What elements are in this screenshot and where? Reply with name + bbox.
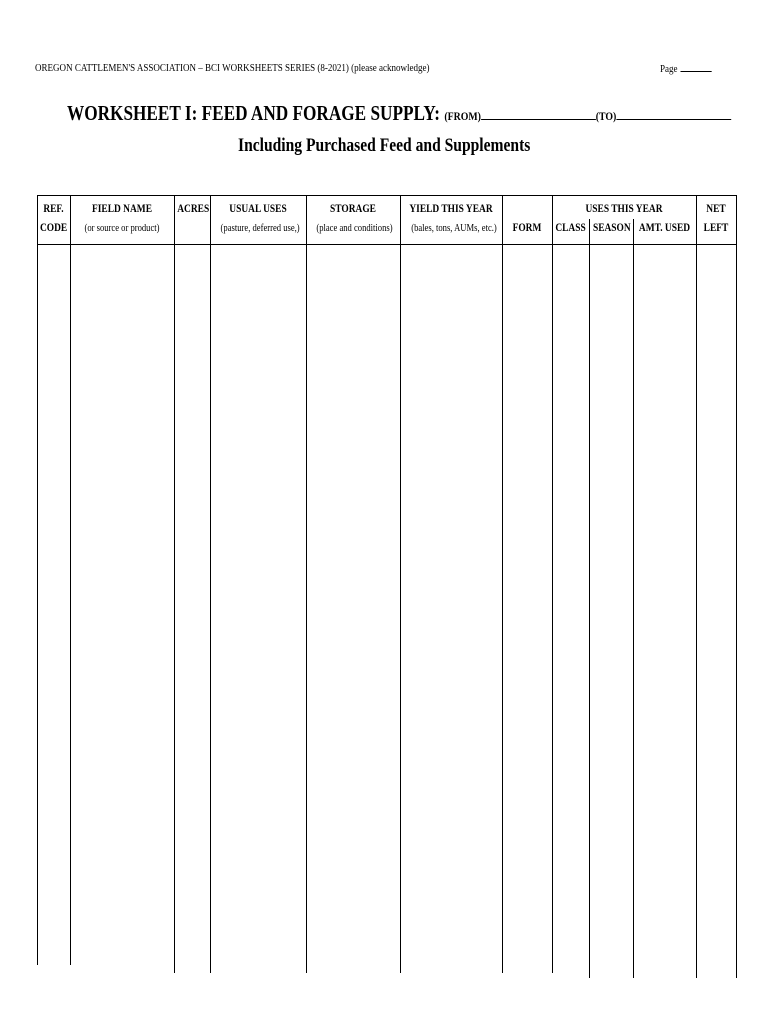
column-divider <box>502 195 503 973</box>
column-divider <box>696 195 697 978</box>
col-header-field-name <box>70 200 174 238</box>
table-top-border <box>37 195 736 196</box>
from-blank-line[interactable] <box>481 101 596 120</box>
to-label: (TO) <box>595 109 617 123</box>
storage-note: (place and conditions) <box>316 222 393 234</box>
col-header-usual-uses <box>210 200 306 238</box>
uses-this-year-label: USES THIS YEAR <box>585 203 663 215</box>
col-header-uses-this-year <box>552 200 696 219</box>
title-main: WORKSHEET I: FEED AND FORAGE SUPPLY: <box>67 101 441 125</box>
col-header-class: CLASS <box>555 222 586 234</box>
column-divider <box>306 195 307 973</box>
column-divider <box>552 195 553 973</box>
worksheet-subtitle: Including Purchased Feed and Supplements <box>238 135 531 156</box>
yield-label: YIELD THIS YEAR <box>409 203 493 215</box>
worksheet-title <box>67 101 731 126</box>
usual-uses-label: USUAL USES <box>229 203 287 215</box>
column-divider <box>70 195 71 965</box>
column-divider <box>210 195 211 973</box>
acres-label: ACRES <box>177 203 210 215</box>
ref-label: REF. <box>43 203 64 215</box>
col-header-amt-used: AMT. USED <box>638 222 691 234</box>
yield-note: (bales, tons, AUMs, etc.) <box>411 222 497 234</box>
col-header-acres <box>174 200 210 219</box>
page-blank-line[interactable] <box>681 62 712 72</box>
field-name-label: FIELD NAME <box>92 203 152 215</box>
col-header-form: FORM <box>512 222 542 234</box>
column-divider <box>174 195 175 973</box>
column-divider <box>37 195 38 965</box>
column-divider <box>589 219 590 978</box>
col-header-net-left <box>696 200 736 238</box>
column-divider <box>400 195 401 973</box>
header-bottom-border <box>37 244 736 245</box>
col-header-storage <box>306 200 400 238</box>
col-header-yield <box>400 200 502 238</box>
usual-uses-note: (pasture, deferred use,) <box>220 222 300 234</box>
net-label: NET <box>706 203 726 215</box>
to-blank-line[interactable] <box>616 101 731 120</box>
field-name-note: (or source or product) <box>84 222 160 234</box>
column-divider <box>736 195 737 978</box>
page-label: Page <box>660 63 678 75</box>
column-divider <box>633 219 634 978</box>
code-label: CODE <box>39 222 68 234</box>
col-header-ref-code <box>37 200 70 238</box>
storage-label: STORAGE <box>330 203 376 215</box>
left-label: LEFT <box>703 222 729 234</box>
from-label: (FROM) <box>444 109 481 123</box>
series-header: OREGON CATTLEMEN'S ASSOCIATION – BCI WORKSHEETS SERIES (8-2021) (please acknowledge) <box>35 62 430 74</box>
col-header-season: SEASON <box>592 222 631 234</box>
page-number-field <box>660 62 712 75</box>
